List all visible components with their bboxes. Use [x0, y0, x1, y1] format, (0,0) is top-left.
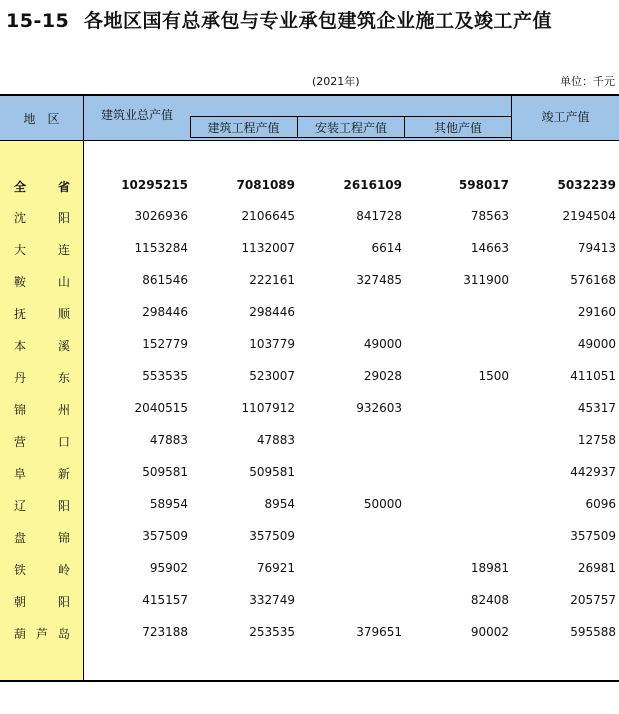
cell-construction: 8954 [264, 497, 295, 511]
table-row [0, 593, 619, 613]
cell-completed: 26981 [577, 561, 616, 575]
cell-completed: 442937 [570, 465, 616, 479]
region-name: 朝阳 [14, 595, 70, 609]
region-name: 盘锦 [14, 531, 70, 545]
cell-completed: 79413 [577, 241, 616, 255]
table-row [0, 337, 619, 357]
table-row [0, 273, 619, 293]
region-name: 铁岭 [14, 563, 70, 577]
unit-note: 单位：千元 [560, 75, 615, 88]
cell-other: 82408 [470, 593, 509, 607]
cell-construction: 7081089 [236, 178, 295, 192]
cell-total-output: 95902 [149, 561, 188, 575]
cell-total-output: 1153284 [134, 241, 188, 255]
header-region: 地 区 [23, 112, 60, 126]
cell-completed: 6096 [585, 497, 616, 511]
year-note: (2021年) [312, 75, 360, 88]
table-row [0, 465, 619, 485]
cell-completed: 49000 [577, 337, 616, 351]
cell-completed: 205757 [570, 593, 616, 607]
region-name: 沈阳 [14, 211, 70, 225]
cell-other: 18981 [470, 561, 509, 575]
table-row [0, 369, 619, 389]
cell-total-output: 47883 [149, 433, 188, 447]
region-name: 葫芦岛 [14, 627, 70, 641]
table-header [0, 96, 619, 140]
header-other: 其他产值 [433, 121, 482, 135]
cell-installation: 6614 [371, 241, 402, 255]
cell-total-output: 10295215 [121, 178, 188, 192]
cell-construction: 1107912 [241, 401, 295, 415]
header-divider [511, 96, 512, 140]
table-row [0, 305, 619, 325]
cell-construction: 222161 [249, 273, 295, 287]
cell-construction: 357509 [249, 529, 295, 543]
table-row [0, 209, 619, 229]
cell-construction: 103779 [249, 337, 295, 351]
region-name: 阜新 [14, 467, 70, 481]
cell-total-output: 152779 [142, 337, 188, 351]
cell-other: 1500 [478, 369, 509, 383]
header-total-output: 建筑业总产值 [100, 108, 173, 122]
header-completed: 竣工产值 [541, 110, 590, 124]
cell-total-output: 58954 [149, 497, 188, 511]
region-name: 辽阳 [14, 499, 70, 513]
header-installation: 安装工程产值 [314, 121, 387, 135]
total-row [0, 178, 619, 198]
table-row [0, 497, 619, 517]
cell-installation: 2616109 [343, 178, 402, 192]
region-name: 大连 [14, 243, 70, 257]
cell-completed: 45317 [577, 401, 616, 415]
region-name: 鞍山 [14, 275, 70, 289]
cell-installation: 327485 [356, 273, 402, 287]
cell-other: 598017 [458, 178, 509, 192]
cell-other: 78563 [470, 209, 509, 223]
cell-construction: 47883 [256, 433, 295, 447]
cell-installation: 932603 [356, 401, 402, 415]
cell-installation: 49000 [363, 337, 402, 351]
region-name: 锦州 [14, 403, 70, 417]
cell-total-output: 861546 [142, 273, 188, 287]
cell-construction: 1132007 [241, 241, 295, 255]
table-row [0, 625, 619, 645]
table-row [0, 241, 619, 261]
region-name: 全省 [14, 180, 70, 194]
table-row [0, 529, 619, 549]
statistics-table [0, 94, 619, 682]
table-row [0, 401, 619, 421]
cell-total-output: 3026936 [134, 209, 188, 223]
cell-total-output: 298446 [142, 305, 188, 319]
cell-total-output: 2040515 [134, 401, 188, 415]
table-title: 各地区国有总承包与专业承包建筑企业施工及竣工产值 [84, 10, 553, 32]
header-bottom-border [0, 140, 619, 141]
cell-total-output: 415157 [142, 593, 188, 607]
cell-total-output: 723188 [142, 625, 188, 639]
cell-other: 311900 [463, 273, 509, 287]
header-divider [404, 116, 405, 138]
cell-construction: 523007 [249, 369, 295, 383]
cell-construction: 2106645 [241, 209, 295, 223]
cell-completed: 411051 [570, 369, 616, 383]
cell-other: 14663 [470, 241, 509, 255]
table-bottom-border [0, 680, 619, 682]
region-name: 丹东 [14, 371, 70, 385]
cell-total-output: 509581 [142, 465, 188, 479]
cell-completed: 2194504 [562, 209, 616, 223]
region-name: 抚顺 [14, 307, 70, 321]
cell-total-output: 553535 [142, 369, 188, 383]
cell-installation: 50000 [363, 497, 402, 511]
header-divider [297, 116, 298, 138]
cell-installation: 379651 [356, 625, 402, 639]
cell-construction: 253535 [249, 625, 295, 639]
table-row [0, 561, 619, 581]
cell-completed: 595588 [570, 625, 616, 639]
cell-construction: 509581 [249, 465, 295, 479]
cell-construction: 332749 [249, 593, 295, 607]
cell-construction: 76921 [256, 561, 295, 575]
cell-installation: 841728 [356, 209, 402, 223]
cell-construction: 298446 [249, 305, 295, 319]
cell-completed: 5032239 [557, 178, 616, 192]
cell-completed: 12758 [577, 433, 616, 447]
cell-completed: 357509 [570, 529, 616, 543]
cell-completed: 576168 [570, 273, 616, 287]
table-row [0, 433, 619, 453]
cell-total-output: 357509 [142, 529, 188, 543]
region-name: 营口 [14, 435, 70, 449]
cell-completed: 29160 [577, 305, 616, 319]
page-title [6, 6, 552, 33]
cell-installation: 29028 [363, 369, 402, 383]
header-construction: 建筑工程产值 [207, 121, 280, 135]
cell-other: 90002 [470, 625, 509, 639]
table-number: 15-15 [6, 10, 70, 32]
region-name: 本溪 [14, 339, 70, 353]
